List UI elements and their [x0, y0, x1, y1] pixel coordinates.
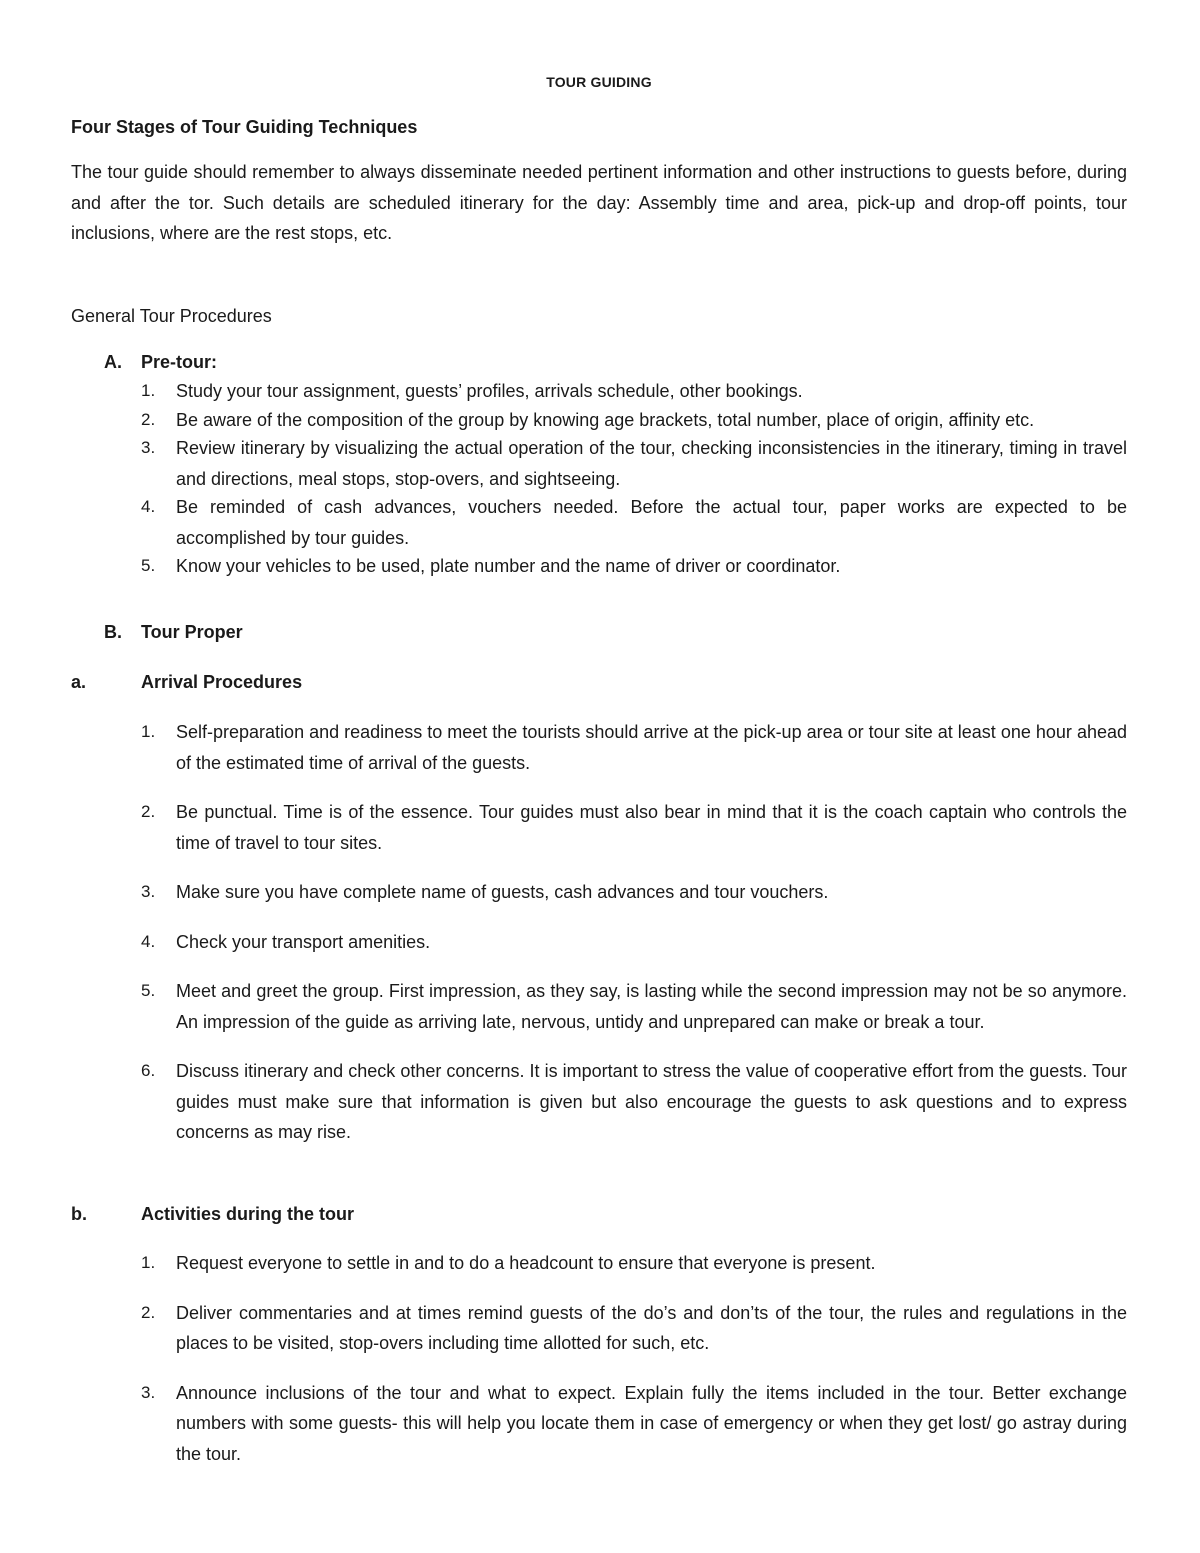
list-item: [71, 1298, 1127, 1359]
item-text: Announce inclusions of the tour and what to expect. Explain fully the items included in the tour. Better exchange numbers with some guests- this will help you locate them in case of emergency or when they get lost/ go astray during the tour.: [176, 1382, 1127, 1464]
item-number: 1.: [141, 1253, 156, 1272]
list-item: [71, 877, 1127, 908]
item-number: 2.: [141, 1302, 156, 1322]
list-item: [71, 405, 1127, 436]
subsection-a-letter: a.: [71, 672, 87, 692]
item-text: Request everyone to settle in and to do a headcount to ensure that everyone is present.: [176, 1253, 876, 1273]
item-text: Check your transport amenities.: [176, 931, 431, 952]
list-item: [71, 717, 1127, 778]
item-text: Study your tour assignment, guests’ profiles, arrivals schedule, other bookings.: [176, 381, 803, 401]
list-item: [71, 376, 1127, 407]
general-procedures-title: General Tour Procedures: [71, 306, 272, 326]
item-text: Self-preparation and readiness to meet the tourists should arrive at the pick-up area or tour site at least one hour ahead of the estimated time of arrival of the guests.: [176, 722, 1127, 773]
section-a-title: Pre-tour:: [141, 352, 217, 372]
section-b-heading: [71, 622, 243, 643]
list-item: [71, 1378, 1127, 1470]
arrival-list: [71, 717, 1127, 1148]
item-text: Meet and greet the group. First impression, as they say, is lasting while the second impression may not be so anymore. An impression of the guide as arriving late, nervous, untidy and unprepared can make or break a tour.: [176, 981, 1127, 1032]
item-text: Make sure you have complete name of guests, cash advances and tour vouchers.: [176, 882, 829, 902]
item-text: Know your vehicles to be used, plate number and the name of driver or coordinator.: [176, 556, 841, 576]
item-number: 1.: [141, 381, 156, 400]
intro-paragraph: The tour guide should remember to always disseminate needed pertinent information and other instructions to guests before, during and after the tor. Such details are scheduled itinerary for the day: Assembly time and area, pick-up and drop-off points, tour inclusions, where are the rest stops, etc.: [71, 162, 1127, 243]
list-item: [71, 433, 1127, 494]
subsection-b-heading: [71, 1204, 354, 1225]
item-number: 4.: [141, 497, 156, 516]
item-number: 6.: [141, 1061, 156, 1080]
list-item: [71, 492, 1127, 553]
list-item: [71, 976, 1127, 1037]
document-title: TOUR GUIDING: [546, 74, 652, 90]
item-text: Deliver commentaries and at times remind guests of the do’s and don’ts of the tour, the rules and regulations in the places to be visited, stop-overs including time allotted for such, etc.: [176, 1302, 1127, 1353]
item-number: 2.: [141, 409, 156, 429]
section-a-heading: [71, 352, 217, 373]
item-text: Be aware of the composition of the group by knowing age brackets, total number, place of origin, affinity etc.: [176, 409, 1035, 430]
section-b-letter: B.: [104, 622, 122, 642]
subsection-a-title: Arrival Procedures: [141, 672, 303, 692]
item-text: Review itinerary by visualizing the actual operation of the tour, checking inconsistencies in the itinerary, timing in travel and directions, meal stops, stop-overs, and sightseeing.: [176, 438, 1127, 489]
section-a-letter: A.: [104, 352, 122, 372]
item-number: 5.: [141, 556, 156, 575]
list-item: [71, 927, 1127, 958]
list-item: [71, 797, 1127, 858]
item-number: 2.: [141, 802, 156, 821]
list-item: [71, 1248, 1127, 1279]
list-item: [71, 1056, 1127, 1148]
item-text: Be reminded of cash advances, vouchers needed. Before the actual tour, paper works are expected to be accomplished by tour guides.: [176, 497, 1127, 548]
item-number: 3.: [141, 1382, 156, 1402]
list-item: [71, 551, 1127, 582]
activities-list: [71, 1248, 1127, 1469]
item-number: 1.: [141, 722, 156, 741]
item-number: 3.: [141, 438, 156, 457]
item-number: 4.: [141, 931, 156, 951]
item-text: Discuss itinerary and check other concerns. It is important to stress the value of cooperative effort from the guests. Tour guides must make sure that information is given but also encourage the guests to ask questions and to express concerns as may rise.: [176, 1061, 1127, 1142]
subsection-b-letter: b.: [71, 1204, 87, 1224]
item-number: 5.: [141, 981, 156, 1000]
item-text: Be punctual. Time is of the essence. Tour guides must also bear in mind that it is the coach captain who controls the time of travel to tour sites.: [176, 802, 1127, 853]
section-b-title: Tour Proper: [141, 622, 243, 642]
item-number: 3.: [141, 882, 156, 901]
section-a-list: [71, 376, 1127, 582]
main-heading: Four Stages of Tour Guiding Techniques: [71, 117, 418, 137]
subsection-a-heading: [71, 672, 302, 693]
subsection-b-title: Activities during the tour: [141, 1204, 355, 1224]
